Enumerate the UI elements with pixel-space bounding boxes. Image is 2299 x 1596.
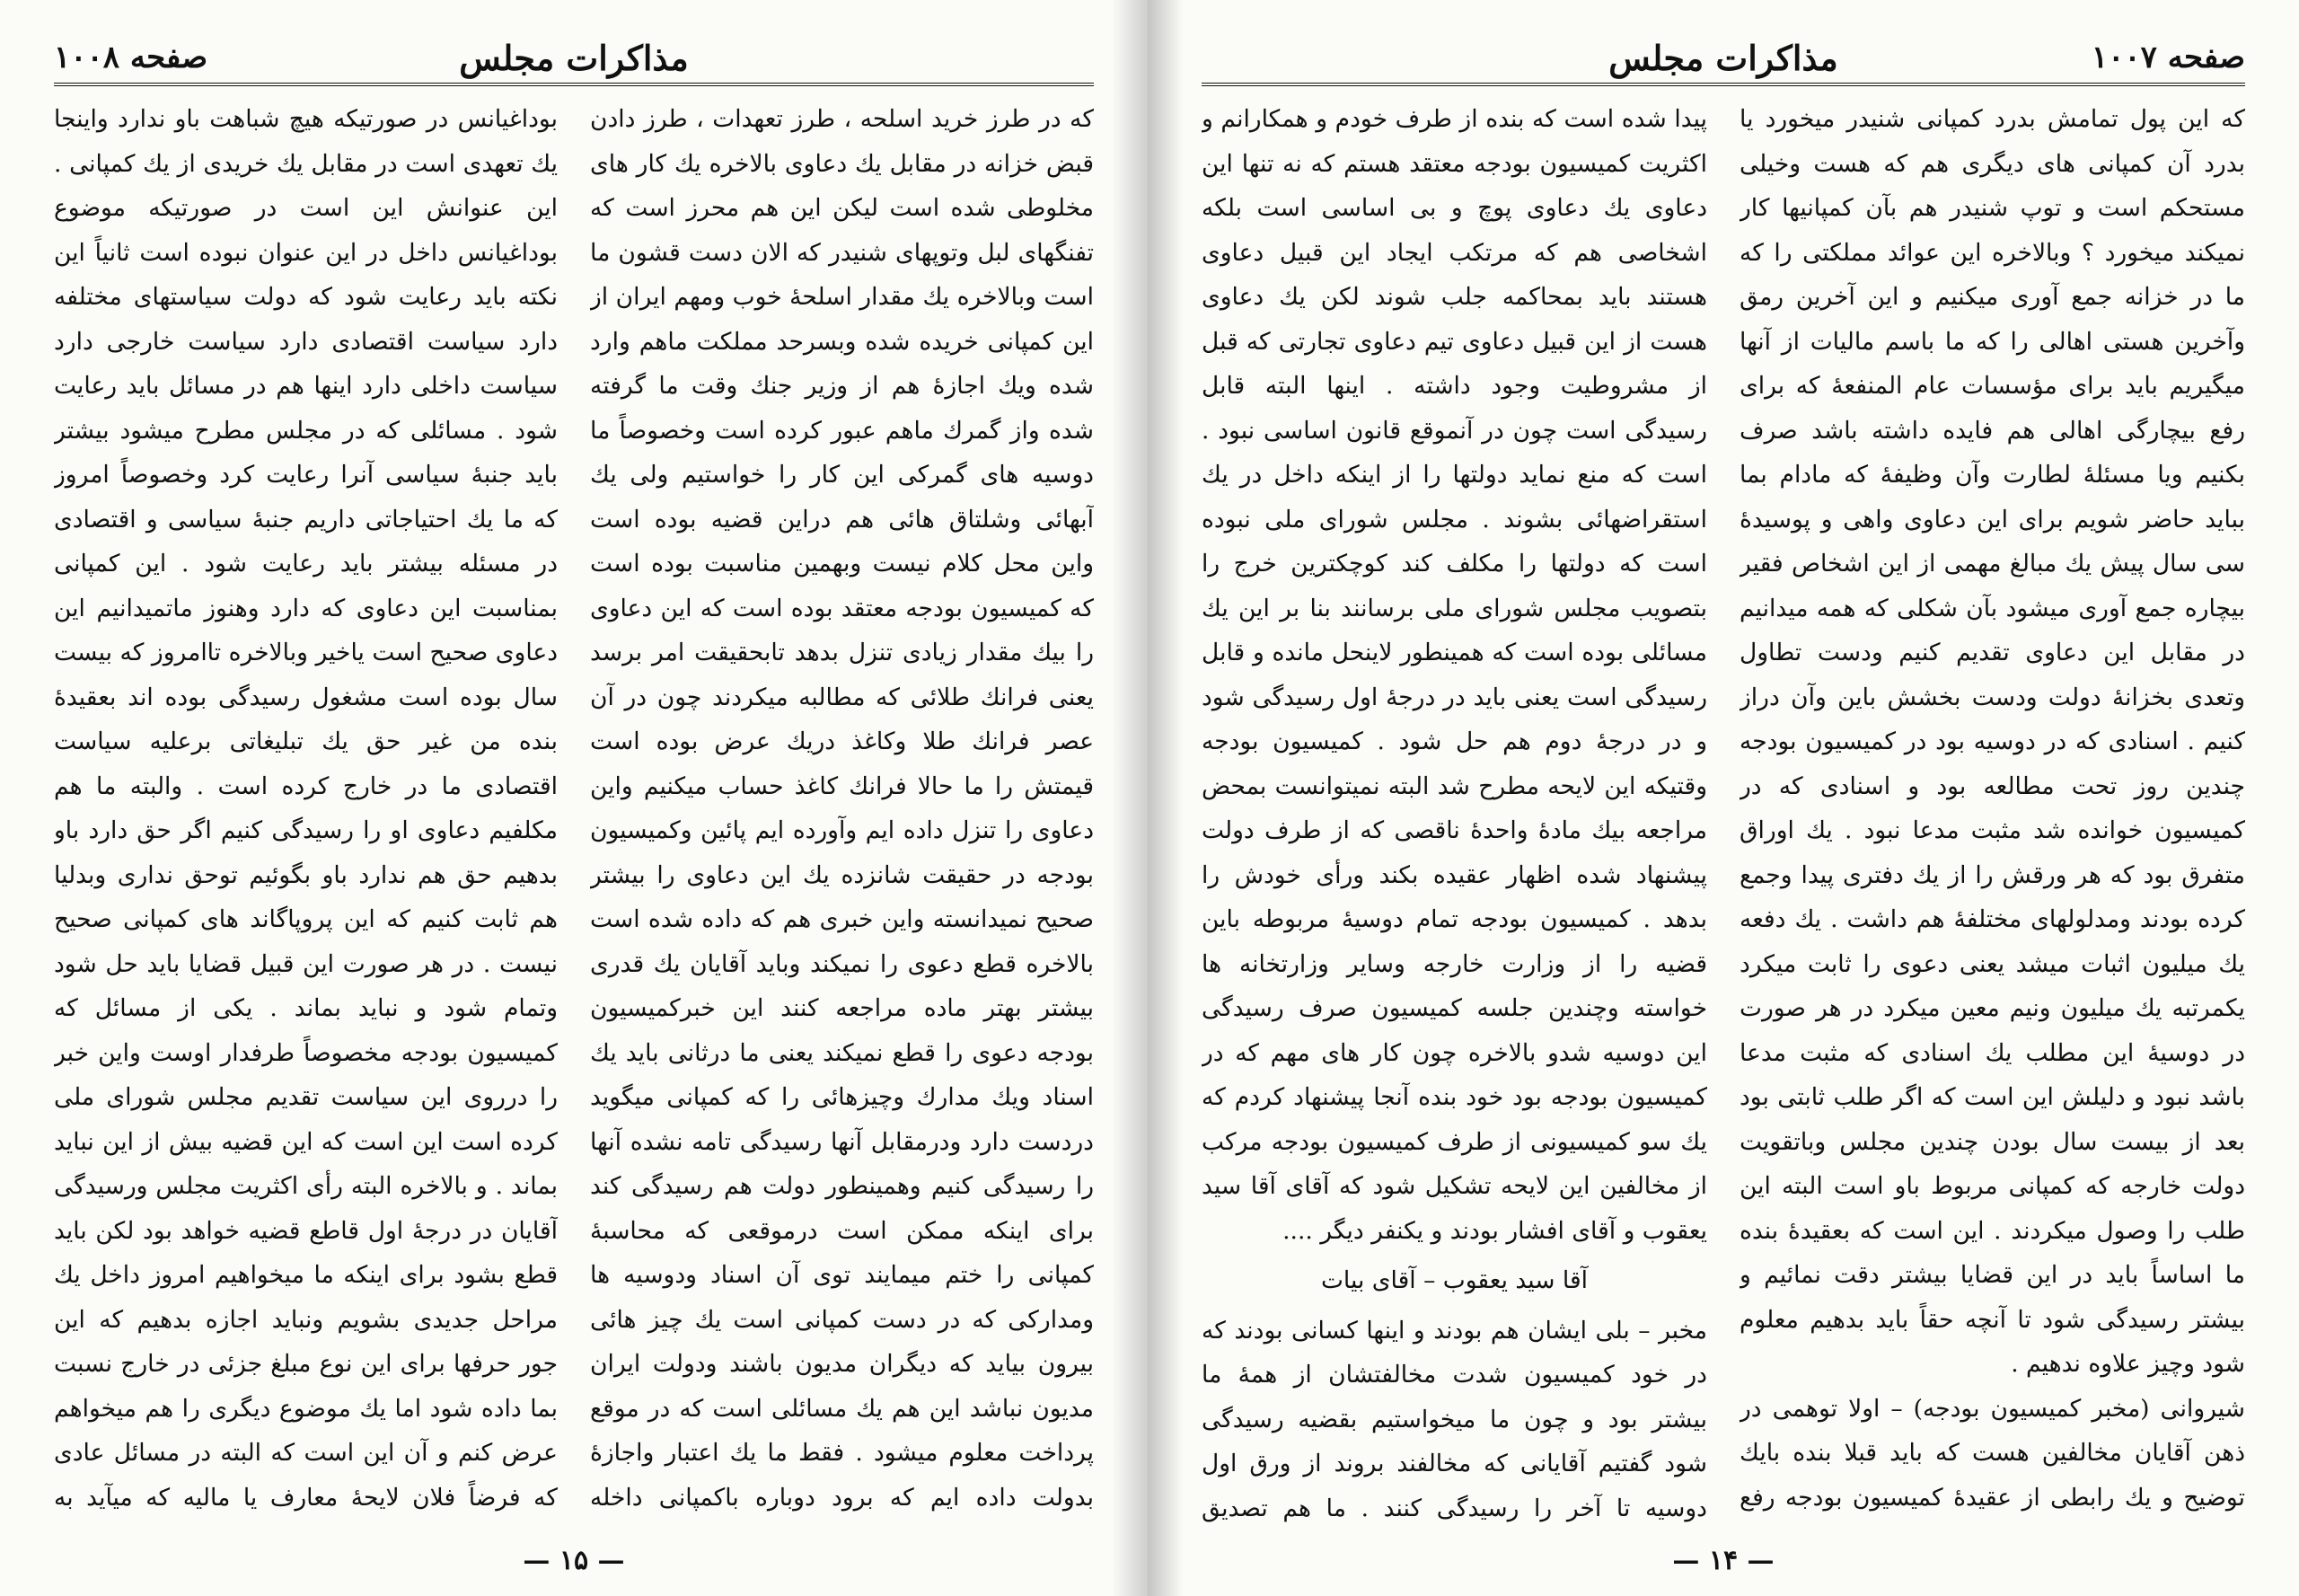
page-header-number: صفحه ۱۰۰۸ [54, 40, 208, 75]
text-column [590, 97, 1094, 1524]
page-header [54, 38, 1094, 86]
text-column [54, 97, 558, 1524]
text-column [1740, 97, 2245, 1524]
page-header-title: مذاکرات مجلس [1608, 38, 1838, 78]
page-header [1202, 38, 2245, 86]
paragraph: شیروانی (مخبر کمیسیون بودجه) – اولا توهمی در ذهن آقایان مخالفین هست که باید قبلا بنده بایك توضیح و یك رابطی از عقیدهٔ کمیسیون بودجه رفع [1740, 1394, 2245, 1512]
page-footer-number: — ۱۵ — [523, 1545, 625, 1576]
page-header-title: مذاکرات مجلس [459, 38, 689, 78]
left-page [0, 0, 1148, 1596]
text-columns [1202, 97, 2245, 1524]
paragraph: آقا سید یعقوب – آقای بیات [1320, 1266, 1589, 1294]
paragraph: بوداغیانس در صورتیکه هیچ شباهت باو ندارد واینجا یك تعهدی است در مقابل یك خریدی از یك کمپانی . این عنوانش این است در صورتیکه موضوع بوداغیانس داخل در این عنوان نبوده است ثانیاً این نکته باید رعایت شود که دولت سیاستهای مختلفه دارد سیاست اقتصادی دارد سیاست خارجی دارد سیاست داخلی دارد اینها هم در مسائل باید رعایت شود . مسائلی که در مجلس مطرح میشود بیشتر باید جنبهٔ سیاسی آنرا رعایت کرد وخصوصاً امروز که ما یك احتیاجاتی داریم جنبهٔ سیاسی و اقتصادی در مسئله بیشتر باید رعایت شود . این کمپانی بمناسبت این دعاوی که دارد وهنوز ماتمیدانیم این دعاوی صحیح است یاخیر وبالاخره تاامروز که بیست سال بوده است مشغول رسیدگی بوده اند بعقیدهٔ بنده من غیر حق یك تبلیغاتی برعلیه سیاست اقتصادی ما در خارج کرده است . والبته ما هم مکلفیم دعاوی او را رسیدگی کنیم اگر حق دارد باو بدهیم حق هم ندارد باو بگوئیم توحق نداری وبدلیا هم ثابت کنیم که این پروپاگاند های کمپانی صحیح نیست . در هر صورت این قبیل قضایا باید حل شود وتمام شود و نباید بماند . یکی از مسائل که کمیسیون بودجه مخصوصاً طرفدار اوست واین خبر را درروی این سیاست تقدیم مجلس شورای ملی کرده است این است که این قضیه بیش از این نباید بماند . و بالاخره البته رأی اکثریت مجلس ورسیدگی آقایان در درجهٔ اول قاطع قضیه خواهد بود لکن باید قطع بشود برای اینکه ما میخواهیم امروز داخل یك مراحل جدیدی بشویم ونباید اجازه بدهیم که این جور حرفها برای این نوع مبلغ جزئی در خارج نسبت بما داده شود اما یك موضوع دیگری را هم میخواهم عرض کنم و آن این است که البته در مسائل عادی که فرضاً فلان لایحهٔ معارف یا مالیه که میآید به [54, 105, 558, 1512]
paragraph: که این پول تمامش بدرد کمپانی شنیدر میخورد یا بدرد آن کمپانی های دیگری هم که هست وخیلی مستحکم است و توپ شنیدر هم بآن کمپانیها کار نمیکند میخورد ؟ وبالاخره این عوائد مملکتی را که ما در خزانه جمع آوری میکنیم و این آخرین رمق وآخرین هستی اهالی را که ما باسم مالیات از آنها میگیریم باید برای مؤسسات عام المنفعهٔ که برای رفع بیچارگی اهالی هم فایده داشته باشد صرف بکنیم ویا مسئلهٔ لطارت وآن وظیفهٔ که مادام بما بباید حاضر شویم برای این دعاوی واهی و پوسیدهٔ سی سال پیش یك مبالغ مهمی از این اشخاص فقیر بیچاره جمع آوری میشود بآن شکلی که همه میدانیم در مقابل این دعاوی تقدیم کنیم ودست تطاول وتعدی بخزانهٔ دولت ودست بخشش باین وآن دراز کنیم . اسنادی که در دوسیه بود در کمیسیون بودجه چندین روز تحت مطالعه بود و اسنادی که در کمیسیون خوانده شد مثبت مدعا نبود . یك اوراق متفرق بود که هر ورقش را از یك دفتری پیدا وجمع کرده بودند ومدلولهای مختلفهٔ هم داشت . یك دفعه یك میلیون اثبات میشد یعنی دعوی را ثابت میکرد یکمرتبه یك میلیون ونیم معین میکرد در هر صورت در دوسیهٔ این مطلب یك اسنادی که مثبت مدعا باشد نبود و دلیلش این است که اگر طلب ثابتی بود بعد از بیست سال بودن چندین مجلس وباتقویت دولت خارجه که کمپانی مربوط باو است البته این طلب را وصول میکردند . این است که بعقیدهٔ بنده ما اساساً باید در این قضایا بیشتر دقت نمائیم و بیشتر رسیدگی شود تا آنچه حقاً باید بدهیم معلوم شود وچیز علاوه ندهیم . [1740, 105, 2245, 1378]
right-page [1148, 0, 2299, 1596]
paragraph: که در طرز خرید اسلحه ، طرز تعهدات ، طرز دادن قبض خزانه در مقابل یك دعاوی بالاخره یك کار های مخلوطی شده است لیکن این هم محرز است که تفنگهای لبل وتوپهای شنیدر که الان دست قشون ما است وبالاخره یك مقدار اسلحهٔ خوب ومهم ایران از این کمپانی خریده شده وبسرحد مملکت ماهم وارد شده ویك اجازهٔ هم از وزیر جنك وقت ما گرفته شده واز گمرك ماهم عبور کرده است وخصوصاً ما دوسیه های گمرکی این کار را خواستیم ولی یك آبهائی وشلتاق هائی هم دراین قضیه بوده است واین محل کلام نیست وبهمین مناسبت بوده است که کمیسیون بودجه معتقد بوده است که این دعاوی را بیك مقدار زیادی تنزل بدهد تابحقیقت امر برسد یعنی فرانك طلائی که مطالبه میکردند چون در آن عصر فرانك طلا وکاغذ دریك عرض بوده است قیمتش را ما حالا فرانك کاغذ حساب میکنیم واین دعاوی را تنزل داده ایم وآورده ایم پائین وکمیسیون بودجه در حقیقت شانزده یك این دعاوی را بیشتر صحیح نمیدانسته واین خبری هم که داده شده است بالاخره قطع دعوی را نمیکند وباید آقایان یك قدری بیشتر بهتر ماده مراجعه کنند این خبرکمیسیون بودجه دعوی را قطع نمیکند یعنی ما درثانی باید یك اسناد ویك مدارك وچیزهائی را که کمپانی میگوید دردست دارد ودرمقابل آنها رسیدگی تامه نشده آنها را رسیدگی کنیم وهمینطور دولت هم رسیدگی کند برای اینکه ممکن است درموقعی که محاسبهٔ کمپانی را ختم میمایند توی آن اسناد ودوسیه ها ومدارکی که در دست کمپانی است یك چیز هائی بیرون بیاید که دیگران مدیون باشند ودولت ایران مدیون نباشد این هم یك مسائلی است که در موقع پرداخت معلوم میشود . فقط ما یك اعتبار واجازهٔ بدولت داده ایم که برود دوباره باکمپانی داخله [590, 105, 1094, 1512]
page-footer-number: — ۱۴ — [1672, 1545, 1775, 1576]
text-column [1202, 97, 1707, 1524]
gutter-shadow [1148, 0, 1184, 1596]
text-columns [54, 97, 1094, 1524]
paragraph: مخبر – بلی ایشان هم بودند و اینها کسانی بودند که در خود کمیسیون شدت مخالفتشان از همهٔ ما بیشتر بود و چون ما میخواستیم بقضیه رسیدگی شود گفتیم آقایانی که مخالفند بروند از ورق اول دوسیه تا آخر را رسیدگی کنند . ما هم تصدیق [1202, 1316, 1707, 1522]
page-header-number: صفحه ۱۰۰۷ [2091, 40, 2245, 75]
gutter-shadow [1112, 0, 1148, 1596]
paragraph: پیدا شده است که بنده از طرف خودم و همکارانم و اکثریت کمیسیون بودجه معتقد هستم که نه تنها این دعاوی یك دعاوی پوچ و بی اساسی است بلکه اشخاصی هم که مرتکب ایجاد این قبیل دعاوی هستند باید بمحاکمه جلب شوند لکن یك دعاوی هست از این قبیل دعاوی تیم دعاوی تجارتی که قبل از مشروطیت وجود داشته . اینها البته قابل رسیدگی است چون در آنموقع قانون اساسی نبود . است که منع نماید دولتها را از اینکه داخل در یك استقراضهائی بشوند . مجلس شورای ملی نبوده است که دولتها را مکلف کند کوچکترین خرج را بتصویب مجلس شورای ملی برسانند بنا بر این یك مسائلی بوده است که همینطور لاینحل مانده و قابل رسیدگی است یعنی باید در درجهٔ اول رسیدگی شود و در درجهٔ دوم هم حل شود . کمیسیون بودجه وقتیکه این لایحه مطرح شد البته نمیتوانست بمحض مراجعه بیك مادهٔ واحدهٔ ناقصی که از طرف دولت پیشنهاد شده اظهار عقیده بکند ورأی خودش را بدهد . کمیسیون بودجه تمام دوسیهٔ مربوطه باین قضیه را از وزارت خارجه وسایر وزارتخانه ها خواسته وچندین جلسه کمیسیون صرف رسیدگی این دوسیه شدو بالاخره چون کار های مهم که در کمیسیون بودجه بود خود بنده آنجا پیشنهاد کردم که یك سو کمیسیونی از طرف کمیسیون بودجه مرکب از مخالفین این لایحه تشکیل شود که آقای آقا سید یعقوب و آقای افشار بودند و یکنفر دیگر .... [1202, 105, 1707, 1245]
